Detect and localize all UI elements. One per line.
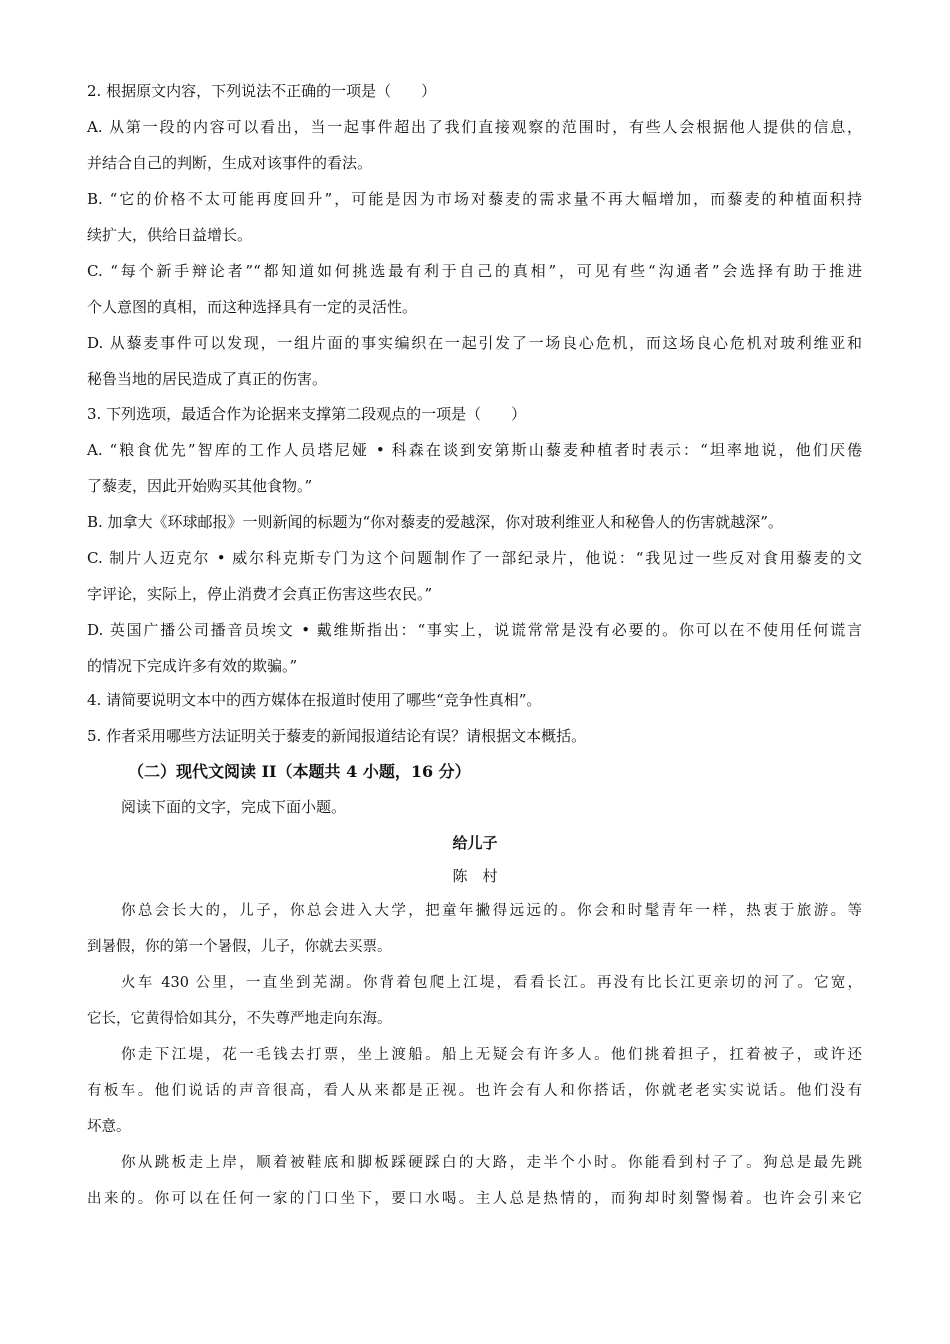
- question-3-option-a: A. “粮食优先”智库的工作人员塔尼娅 • 科森在谈到安第斯山藜麦种植者时表示：“坦率地说，他们厌倦: [87, 441, 862, 459]
- paragraph-3-line-3: 坏意。: [87, 1119, 131, 1135]
- question-3-stem: 3. 下列选项，最适合作为论据来支撑第二段观点的一项是（ ）: [87, 405, 527, 423]
- question-2-option-c: C. “每个新手辩论者”“都知道如何挑选最有利于自己的真相”，可见有些“沟通者”会选择有助于推进: [87, 262, 862, 280]
- paragraph-1-line-2: 到暑假，你的第一个暑假，儿子，你就去买票。: [87, 939, 392, 955]
- question-2-option-d-cont: 秘鲁当地的居民造成了真正的伤害。: [87, 370, 328, 388]
- poem-title: 给儿子: [452, 834, 498, 852]
- question-3-option-c: C. 制片人迈克尔 • 威尔科克斯专门为这个问题制作了一部纪录片，他说：“我见过一些反对食用藜麦的文: [87, 549, 862, 567]
- question-3-option-d: D. 英国广播公司播音员埃文 • 戴维斯指出：“事实上，说谎常常是没有必要的。你可以在不使用任何谎言: [87, 621, 862, 639]
- paragraph-4-line-1: 你从跳板走上岸，顺着被鞋底和脚板踩硬踩白的大路，走半个小时。你能看到村子了。狗总是最先跳: [121, 1155, 862, 1171]
- question-2-option-b-cont: 续扩大，供给日益增长。: [87, 226, 253, 244]
- question-3-option-d-cont: 的情况下完成许多有效的欺骗。”: [87, 657, 298, 675]
- paragraph-3-line-2: 有板车。他们说话的声音很高，看人从来都是正视。也许会有人和你搭话，你就老老实实说话。他们没有: [87, 1083, 862, 1099]
- section-heading: （二）现代文阅读 II（本题共 4 小题，16 分）: [128, 762, 471, 781]
- question-2-stem: 2. 根据原文内容，下列说法不正确的一项是（ ）: [87, 82, 437, 100]
- question-3-option-c-cont: 字评论，实际上，停止消费才会真正伤害这些农民。”: [87, 585, 433, 603]
- question-4: 4. 请简要说明文本中的西方媒体在报道时使用了哪些“竞争性真相”。: [87, 691, 542, 709]
- question-2-option-d: D. 从藜麦事件可以发现，一组片面的事实编织在一起引发了一场良心危机，而这场良心危机对玻利维亚和: [87, 334, 862, 352]
- question-3-option-a-cont: 了藜麦，因此开始购买其他食物。”: [87, 477, 313, 495]
- question-2-option-c-cont: 个人意图的真相，而这种选择具有一定的灵活性。: [87, 298, 418, 316]
- poem-author: 陈 村: [452, 867, 498, 885]
- paragraph-2-line-2: 它长，它黄得恰如其分，不失尊严地走向东海。: [87, 1011, 392, 1027]
- section-instruction: 阅读下面的文字，完成下面小题。: [121, 798, 347, 816]
- question-2-option-a: A. 从第一段的内容可以看出，当一起事件超出了我们直接观察的范围时，有些人会根据他人提供的信息，: [87, 118, 862, 136]
- paragraph-1-line-1: 你总会长大的，儿子，你总会进入大学，把童年撇得远远的。你会和时髦青年一样，热衷于旅游。等: [121, 903, 862, 919]
- question-5: 5. 作者采用哪些方法证明关于藜麦的新闻报道结论有误？请根据文本概括。: [87, 727, 587, 745]
- paragraph-2-line-1: 火车 430 公里，一直坐到芜湖。你背着包爬上江堤，看看长江。再没有比长江更亲切的河了。它宽，: [121, 975, 862, 991]
- question-2-option-a-cont: 并结合自己的判断，生成对该事件的看法。: [87, 154, 373, 172]
- question-2-option-b: B. “它的价格不太可能再度回升”，可能是因为市场对藜麦的需求量不再大幅增加，而藜麦的种植面积持: [87, 190, 862, 208]
- question-3-option-b: B. 加拿大《环球邮报》一则新闻的标题为“你对藜麦的爱越深，你对玻利维亚人和秘鲁人的伤害就越深”。: [87, 513, 783, 531]
- paragraph-4-line-2: 出来的。你可以在任何一家的门口坐下，要口水喝。主人总是热情的，而狗却时刻警惕着。也许会引来它: [87, 1191, 862, 1207]
- paragraph-3-line-1: 你走下江堤，花一毛钱去打票，坐上渡船。船上无疑会有许多人。他们挑着担子，扛着被子，或许还: [121, 1047, 862, 1063]
